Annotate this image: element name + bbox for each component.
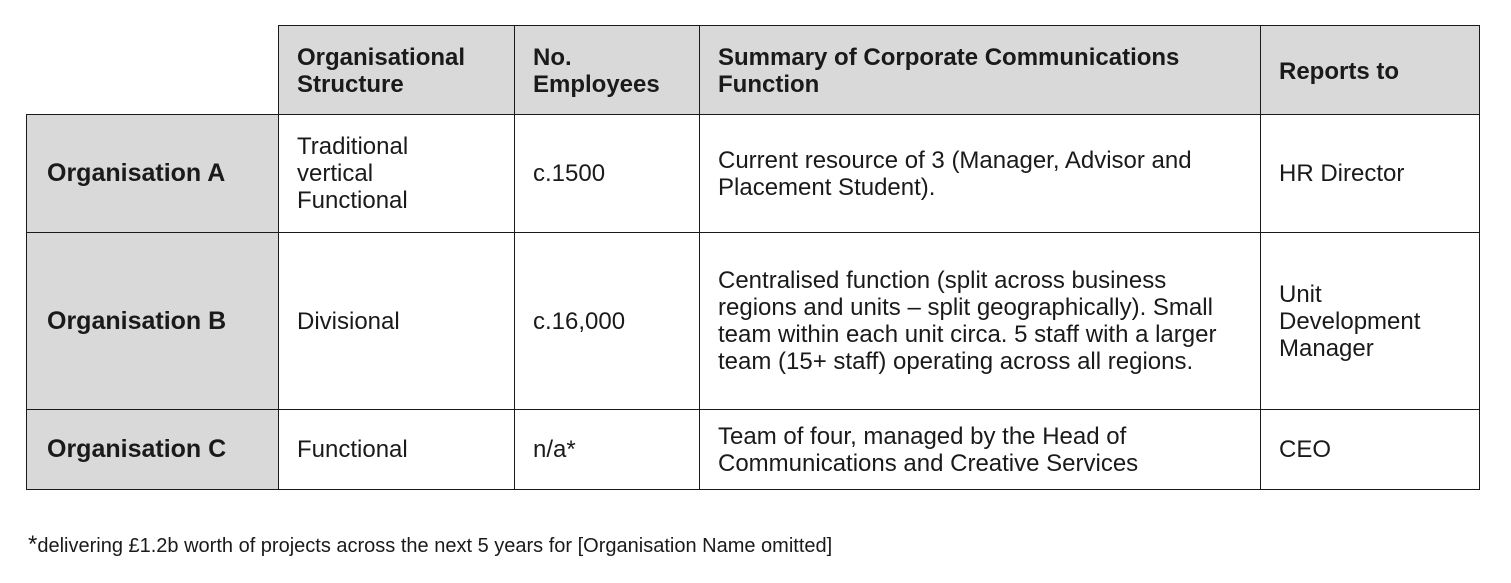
table-header-row (27, 26, 1480, 115)
header-no-employees: No. Employees (515, 26, 700, 115)
header-organisational-structure: Organisational Structure (279, 26, 515, 115)
row-organisation-name: Organisation B (27, 233, 279, 410)
footnote-text: delivering £1.2b worth of projects across the next 5 years for [Organisation Name omitted] (37, 535, 833, 557)
footnote (28, 530, 832, 561)
cell-summary: Team of four, managed by the Head of Communications and Creative Services (700, 410, 1261, 490)
cell-employees: c.16,000 (515, 233, 700, 410)
organisation-comparison-table (26, 25, 1480, 490)
row-organisation-name: Organisation C (27, 410, 279, 490)
cell-employees: n/a* (515, 410, 700, 490)
footnote-marker: * (28, 531, 38, 558)
header-summary: Summary of Corporate Communications Function (700, 26, 1261, 115)
cell-employees: c.1500 (515, 115, 700, 233)
header-blank-cell (27, 26, 279, 115)
cell-structure: Divisional (279, 233, 515, 410)
cell-structure: Functional (279, 410, 515, 490)
table-row (27, 410, 1480, 490)
table-row (27, 115, 1480, 233)
table-row (27, 233, 1480, 410)
row-organisation-name: Organisation A (27, 115, 279, 233)
cell-structure: Traditional vertical Functional (279, 115, 515, 233)
cell-summary: Centralised function (split across business regions and units – split geographically). Small team within each unit circa. 5 staff with a larger team (15+ staff) operating across all regions. (700, 233, 1261, 410)
cell-reports-to: Unit Development Manager (1261, 233, 1480, 410)
header-reports-to: Reports to (1261, 26, 1480, 115)
cell-summary: Current resource of 3 (Manager, Advisor and Placement Student). (700, 115, 1261, 233)
cell-reports-to: CEO (1261, 410, 1480, 490)
cell-reports-to: HR Director (1261, 115, 1480, 233)
